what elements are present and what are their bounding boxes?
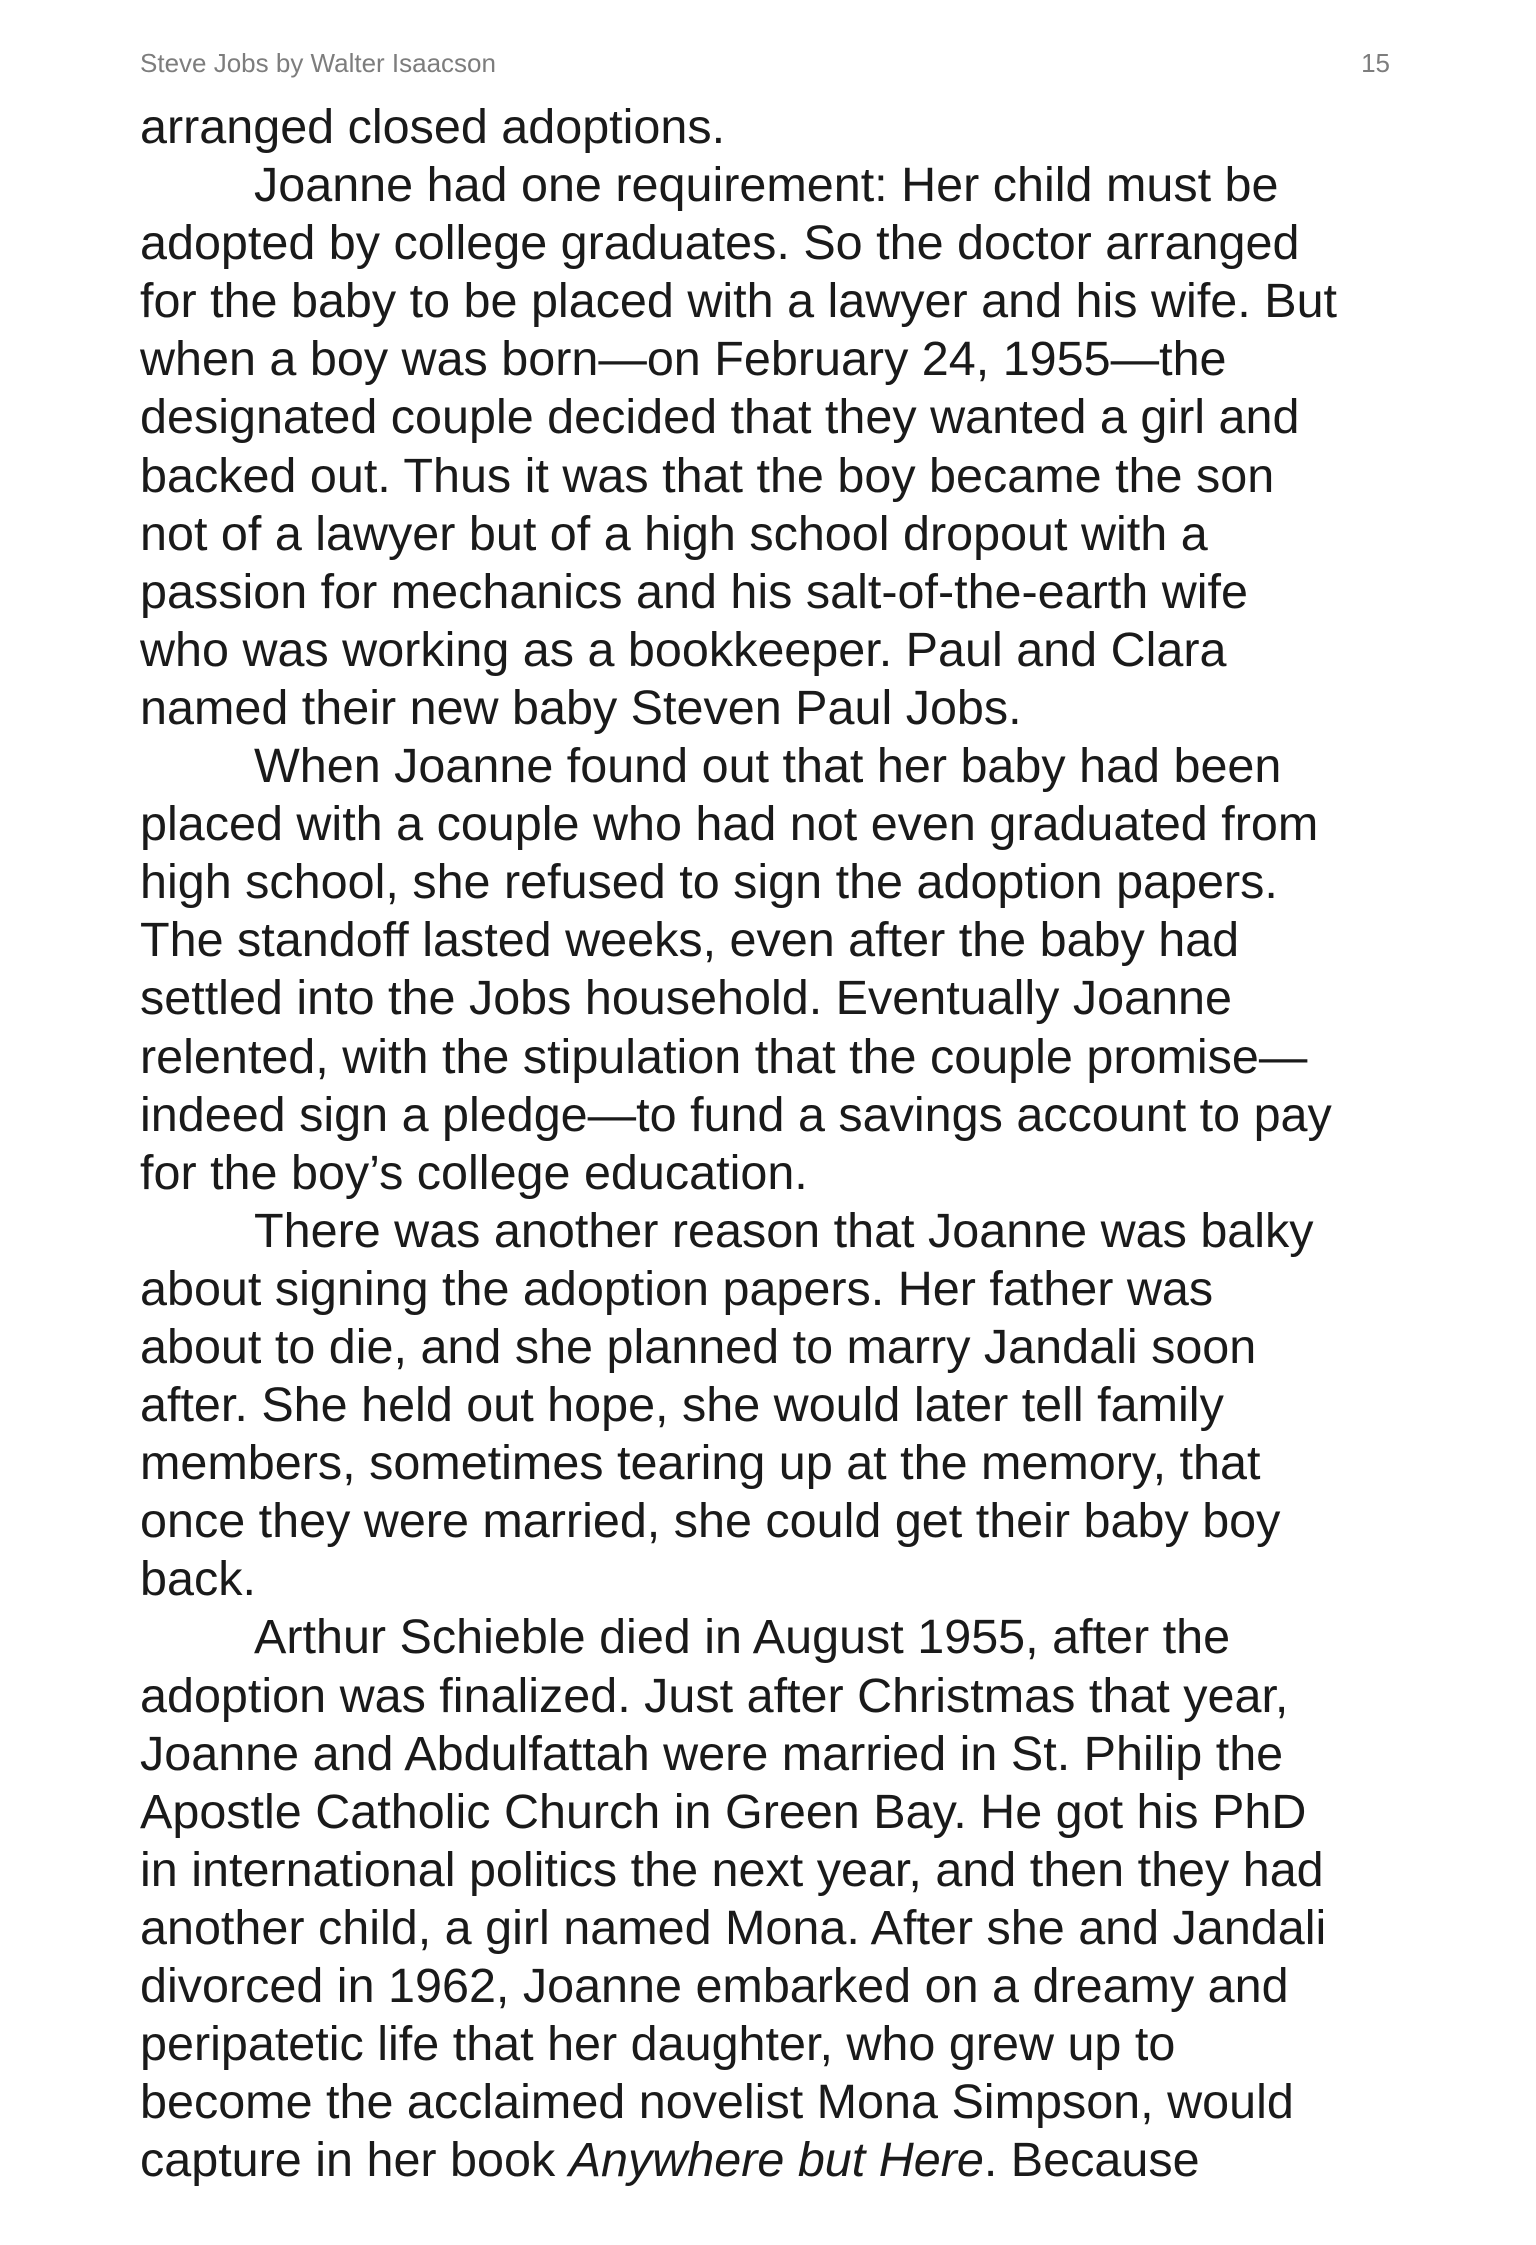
text-line: Joanne and Abdulfattah were married in St. Philip the (140, 1726, 1284, 1781)
book-title: Steve Jobs by Walter Isaacson (140, 48, 496, 78)
text-line: about to die, and she planned to marry Jandali soon (140, 1319, 1257, 1374)
text-line: members, sometimes tearing up at the memory, that (140, 1436, 1261, 1491)
text-line: another child, a girl named Mona. After she and Jandali (140, 1900, 1327, 1955)
text-line: relented, with the stipulation that the couple promise— (140, 1029, 1308, 1084)
text-line-last (140, 2131, 1400, 2189)
running-header (140, 48, 1390, 80)
text-line: after. She held out hope, she would later tell family (140, 1378, 1224, 1433)
text-line: when a boy was born—on February 24, 1955—the (140, 332, 1227, 387)
text-line: arranged closed adoptions. (140, 100, 726, 154)
text-line: for the boy’s college education. (140, 1145, 808, 1200)
text-line: about signing the adoption papers. Her father was (140, 1261, 1214, 1316)
text-line: placed with a couple who had not even graduated from (140, 797, 1319, 852)
text-line: When Joanne found out that her baby had been (254, 739, 1282, 794)
text-line: become the acclaimed novelist Mona Simpson, would (140, 2075, 1294, 2130)
text-line: in international politics the next year, and then they had (140, 1842, 1324, 1897)
text-line: backed out. Thus it was that the boy became the son (140, 448, 1275, 503)
last-line-lead: capture in her book (140, 2133, 569, 2188)
text-line: divorced in 1962, Joanne embarked on a dreamy and (140, 1959, 1289, 2013)
text-line: once they were married, she could get their baby boy (140, 1494, 1281, 1549)
book-title-italic: Anywhere but Here (568, 2133, 984, 2188)
text-line: passion for mechanics and his salt-of-the-earth wife (140, 564, 1248, 619)
text-line: Joanne had one requirement: Her child must be (254, 158, 1279, 213)
text-line: for the baby to be placed with a lawyer and his wife. But (140, 274, 1338, 329)
text-line: named their new baby Steven Paul Jobs. (140, 680, 1022, 735)
text-line: who was working as a bookkeeper. Paul and Clara (140, 622, 1227, 677)
text-line: not of a lawyer but of a high school dropout with a (140, 506, 1208, 561)
text-line: indeed sign a pledge—to fund a savings account to pay (140, 1087, 1332, 1142)
body-text (140, 98, 1400, 2189)
text-line: Apostle Catholic Church in Green Bay. He got his PhD (140, 1784, 1307, 1839)
text-line: peripatetic life that her daughter, who grew up to (140, 2017, 1176, 2072)
text-line: Arthur Schieble died in August 1955, after the (254, 1610, 1231, 1665)
text-line: high school, she refused to sign the adoption papers. (140, 855, 1278, 910)
text-line: adopted by college graduates. So the doctor arranged (140, 216, 1300, 271)
text-line: adoption was finalized. Just after Christmas that year, (140, 1668, 1289, 1723)
last-line-tail: . Because (983, 2133, 1200, 2188)
text-line: back. (140, 1552, 256, 1607)
page-number: 15 (1361, 48, 1390, 78)
text-line: There was another reason that Joanne was balky (254, 1203, 1314, 1258)
text-line: settled into the Jobs household. Eventually Joanne (140, 971, 1233, 1026)
text-line: The standoff lasted weeks, even after the baby had (140, 913, 1240, 968)
text-line: designated couple decided that they wanted a girl and (140, 390, 1300, 445)
